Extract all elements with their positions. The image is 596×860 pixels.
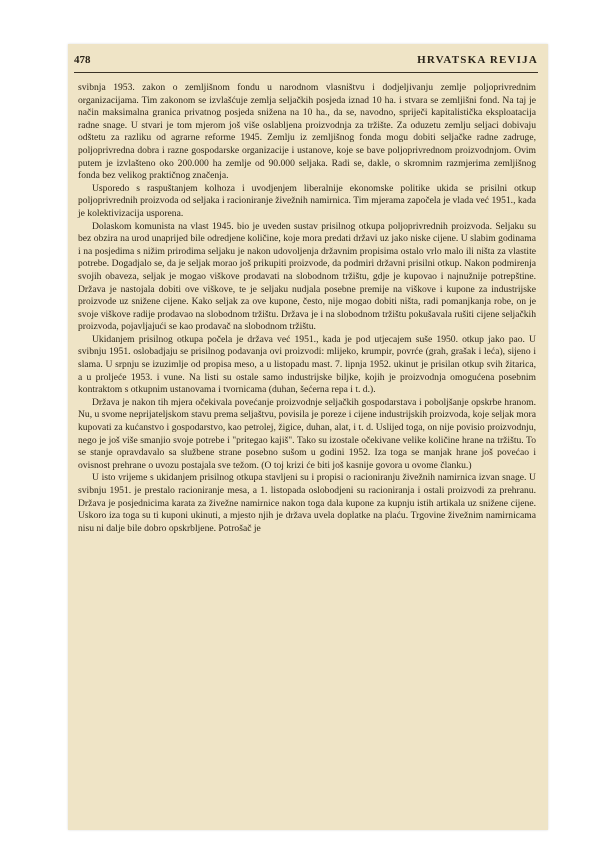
scanned-page — [68, 44, 548, 830]
page-number: 478 — [74, 54, 91, 66]
running-title: HRVATSKA REVIJA — [417, 54, 538, 66]
paragraph: svibnja 1953. zakon o zemljišnom fondu u narodnom vlasništvu i dodjeljivanju zemlje poljoprivrednim organizacijama. Tim zakonom se izvlašćuje zemlja seljačkih posjeda iznad 10 ha. i stvara se zemljišni fond. Na taj je način maksimalna granica privatnog posjeda snižena na 10 ha., da se, navodno, spriječi kapitalistička eksploatacija radne snage. U stvari je tom mjerom još više oslabljena proizvodnja za tržište. Za oduzetu zemlju seljaci dobivaju odštetu za razliku od agrarne reforme 1945. Zemlju iz zemljišnog fonda mogu dobiti seljačke radne zadruge, poljoprivredna dobra i razne gospodarske organizacije i ustanove, koje se bave poljoprivrednom proizvodnjom. Ovim putem je izvlašteno oko 200.000 ha zemlje od 90.000 seljaka. Radi se, dakle, o skromnim razmjerima zemljišnog fonda bez velikog praktičnog značenja. — [78, 82, 536, 182]
paragraph: Ukidanjem prisilnog otkupa počela je država već 1951., kada je pod utjecajem suše 1950. otkup jako pao. U svibnju 1951. oslobadjaju se prisilnog podavanja ovi proizvodi: mlijeko, krumpir, povrće (grah, grašak i leća), sijeno i slama. U srpnju se izuzimlje od propisa meso, a u listopadu mast. 7. lipnja 1952. ukinut je prisilan otkup svih žitarica, a u proljeće 1953. i vune. Na listi su ostale samo industrijske biljke, kojih je proizvodnja omogućena posebnim kontraktom s otkupnim ustanovama i tvornicama (duhan, šećerna repa i t. d.). — [78, 333, 536, 396]
paragraph: U isto vrijeme s ukidanjem prisilnog otkupa stavljeni su i propisi o racioniranju živežnih namirnica izvan snage. U svibnju 1951. je prestalo racioniranje mesa, a 1. listopada oslobodjeni su racioniranja i ostali proizvodi za prehranu. Država je posjednicima karata za živežne namirnice nakon toga dala kupone za kupnju istih artikala uz snižene cijene. Uskoro iza toga su ti kuponi ukinuti, a mjesto njih je država uvela doplatke na plaću. Trgovine živežnim namirnicama nisu ni dalje bile dobro opskrbljene. Potrošač je — [78, 472, 536, 534]
paragraph: Dolaskom komunista na vlast 1945. bio je uveden sustav prisilnog otkupa poljoprivrednih proizvoda. Seljaku su bez obzira na urod unaprijed bile odredjene količine, koje mora predati državi uz jako niske cijene. U slabim godinama i na posjedima s nižim prirodima seljaku je nakon udovoljenja državnim propisima ostalo vrlo malo ili ništa za vlastite potrebe. Dogadjalo se, da je seljak morao još prikupiti proizvode, da podmiri državni prisilni otkup. Nakon podmirenja svojih obaveza, seljak je mogao viškove prodavati na slobodnom tržištu, gdje je kupovao i najnužnije potrepštine. Država je nastojala dobiti ove viškove, te je seljaku nudjala posebne premije na viškove i kupone za industrijske proizvode uz snižene cijene. Kako seljak za ove kupone, često, nije mogao dobiti ništa, radi pomanjkanja robe, on je svoje viškove radije prodavao na slobodnom tržištu. Država je i na slobodnom tržištu pokušavala rušiti cijene seljačkih proizvoda, pojavljajući se kao prodavač na slobodnom tržištu. — [78, 220, 536, 333]
paragraph: Usporedo s raspuštanjem kolhoza i uvodjenjem liberalnije ekonomske politike ukida se prisilni otkup poljoprivrednih proizvoda od seljaka i racioniranje živežnih namirnica. Tim mjerama započela je vlada već 1951., kada je kolektivizacija usporena. — [78, 182, 536, 219]
paragraph: Država je nakon tih mjera očekivala povećanje proizvodnje seljačkih gospodarstava i poboljšanje opskrbe hranom. Nu, u svome neprijateljskom stavu prema seljaštvu, povisila je poreze i cijene industrijskih proizvoda, koje seljak mora kupovati za kućanstvo i gospodarstvo, kao petrolej, žigice, duhan, alat, i t. d. Uslijed toga, on nije povisio proizvodnju, nego je još više smanjio svoje potrebe i "pritegao kajiš". Tako su izostale očekivane velike količine hrane na tržištu. To se stanje opravdavalo sa službene strane posebno sušom u godini 1952. Iza toga se manjak hrane još povećao i ovisnost prehrane o uvozu postajala sve težom. (O toj krizi će biti još kasnije govora u ovome članku.) — [78, 396, 536, 471]
page-header — [74, 54, 538, 73]
article-body — [78, 82, 536, 535]
